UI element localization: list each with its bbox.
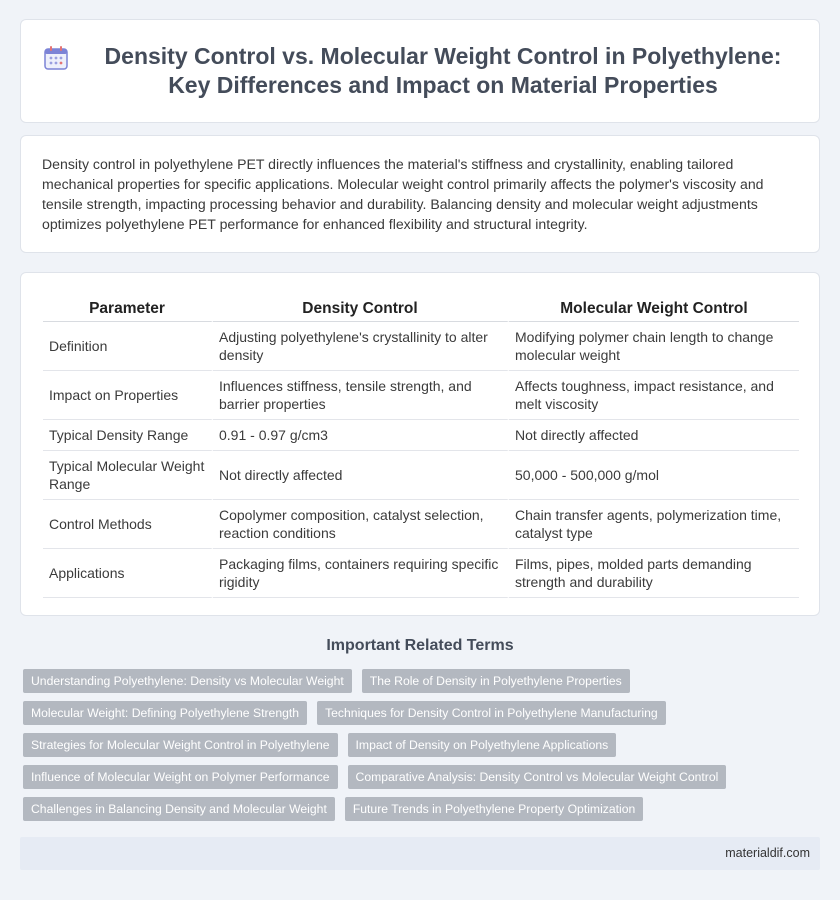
table-cell: 0.91 - 0.97 g/cm3 <box>213 420 509 451</box>
table-row <box>43 500 799 549</box>
related-term-link[interactable]: Comparative Analysis: Density Control vs Molecular Weight Control <box>348 765 727 789</box>
table-cell: Not directly affected <box>509 420 799 451</box>
table-cell: Copolymer composition, catalyst selection, reaction conditions <box>213 500 509 549</box>
title-card <box>20 19 820 123</box>
table-cell: Applications <box>43 549 213 598</box>
table-header-row <box>43 297 799 322</box>
table-row <box>43 420 799 451</box>
table-row <box>43 371 799 420</box>
page-title: Density Control vs. Molecular Weight Control in Polyethylene: Key Differences and Impact on Material Properties <box>104 43 782 98</box>
summary-text: Density control in polyethylene PET directly influences the material's stiffness and crystallinity, enabling tailored mechanical properties for specific applications. Molecular weight control primarily affects the polymer's viscosity and tensile strength, impacting processing behavior and durability. Balancing density and molecular weight adjustments optimizes polyethylene PET performance for enhanced flexibility and structural integrity. <box>42 156 764 232</box>
table-cell: Typical Molecular Weight Range <box>43 451 213 500</box>
table-cell: Not directly affected <box>213 451 509 500</box>
related-term-link[interactable]: Future Trends in Polyethylene Property Optimization <box>345 797 643 821</box>
footer-site-name[interactable]: materialdif.com <box>725 846 810 860</box>
column-header-molecular-weight-control: Molecular Weight Control <box>509 297 799 322</box>
table-cell: Affects toughness, impact resistance, and melt viscosity <box>509 371 799 420</box>
related-term-link[interactable]: Influence of Molecular Weight on Polymer Performance <box>23 765 338 789</box>
table-cell: Typical Density Range <box>43 420 213 451</box>
table-row <box>43 322 799 371</box>
related-term-link[interactable]: Impact of Density on Polyethylene Applications <box>348 733 617 757</box>
table-cell: Definition <box>43 322 213 371</box>
related-term-link[interactable]: The Role of Density in Polyethylene Properties <box>362 669 630 693</box>
related-term-link[interactable]: Molecular Weight: Defining Polyethylene Strength <box>23 701 307 725</box>
related-terms-heading: Important Related Terms <box>326 637 514 654</box>
table-cell: 50,000 - 500,000 g/mol <box>509 451 799 500</box>
table-row <box>43 549 799 598</box>
table-cell: Films, pipes, molded parts demanding strength and durability <box>509 549 799 598</box>
comparison-table <box>43 297 799 598</box>
column-header-parameter: Parameter <box>43 297 213 322</box>
related-term-link[interactable]: Challenges in Balancing Density and Molecular Weight <box>23 797 335 821</box>
summary-card <box>20 135 820 253</box>
related-term-link[interactable]: Techniques for Density Control in Polyethylene Manufacturing <box>317 701 666 725</box>
table-row <box>43 451 799 500</box>
calendar-grid-icon <box>42 44 70 72</box>
related-term-link[interactable]: Strategies for Molecular Weight Control in Polyethylene <box>23 733 338 757</box>
related-term-link[interactable]: Understanding Polyethylene: Density vs Molecular Weight <box>23 669 352 693</box>
table-cell: Adjusting polyethylene's crystallinity to alter density <box>213 322 509 371</box>
table-cell: Modifying polymer chain length to change molecular weight <box>509 322 799 371</box>
comparison-table-card <box>20 272 820 616</box>
table-cell: Control Methods <box>43 500 213 549</box>
column-header-density-control: Density Control <box>213 297 509 322</box>
table-cell: Impact on Properties <box>43 371 213 420</box>
table-cell: Packaging films, containers requiring specific rigidity <box>213 549 509 598</box>
footer <box>20 837 820 870</box>
table-cell: Chain transfer agents, polymerization time, catalyst type <box>509 500 799 549</box>
table-cell: Influences stiffness, tensile strength, and barrier properties <box>213 371 509 420</box>
related-terms-list <box>23 669 823 829</box>
